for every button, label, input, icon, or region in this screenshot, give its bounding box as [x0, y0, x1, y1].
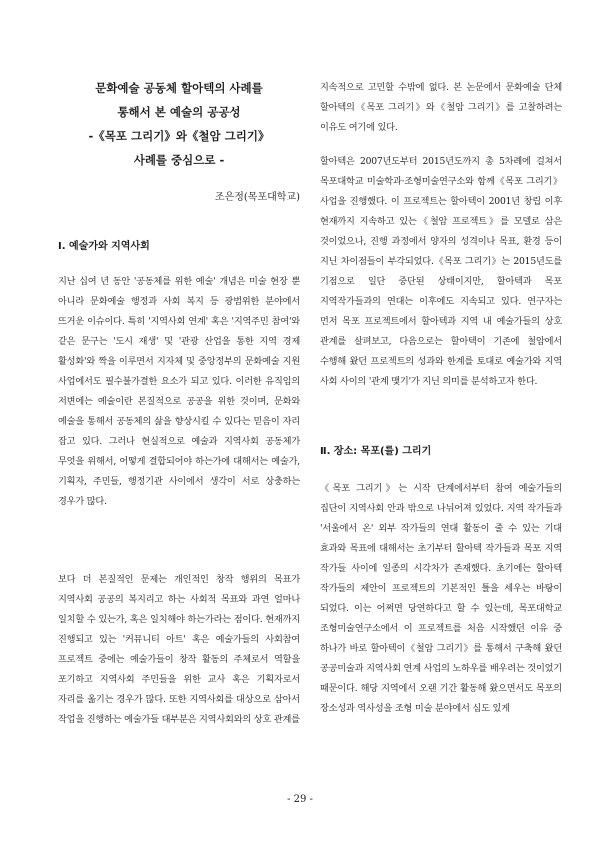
section-heading-1: Ⅰ. 예술가와 지역사회 — [58, 241, 150, 252]
author: 조은정(목포대학교) — [214, 192, 300, 203]
right-paragraph-3: 《목포 그리기》는 시작 단계에서부터 참여 예술가들의 집단이 지역사회 안과 밖으로 나뉘어져 있었다. 지역 작가들과 '서울에서 온' 외부 작가들의 연대 활동이 줄 수 있는 기대 효과와 목표에 대해서는 초기부터 할아텍 작가들과 목포 지역 작가들 사이에 일종의 시각차가 존재했다. 초기에는 할아텍 작가들의 제안이 프로젝트의 기본적인 틀을 세우는 바탕이 되었다. 이는 어쩌면 당연하다고 할 수 있는데, 목포대학교 조형미술연구소에서 이 프로젝트를 처음 시작했던 이유 중 하나가 바로 할아텍이《철암 그리기》를 통해서 구축해 왔던 공공미술과 지역사회 연계 사업의 노하우를 배우려는 것이었기 때문이다. 해당 지역에서 오랜 기간 활동해 왔으면서도 목포의 장소성과 역사성을 조형 미술 분야에서 심도 있게 — [320, 483, 562, 714]
section-heading-2: Ⅱ. 장소: 목포(를) 그리기 — [320, 446, 432, 457]
paper-title — [58, 76, 300, 172]
title-line: -《목포 그리기》와《철암 그리기》 — [88, 129, 270, 143]
title-line: 문화예술 공동체 할아텍의 사례를 — [95, 81, 263, 95]
page-number: - 29 - — [287, 794, 313, 805]
title-line: 사례를 중심으로 - — [133, 153, 225, 167]
left-paragraph-1: 지난 십여 년 동안 '공동체를 위한 예술' 개념은 미술 현장 뿐 아니라 문화예술 행정과 사회 복지 등 광범위한 분야에서 뜨거운 이슈이다. 특히 '지역사회 연계' 혹은 '지역주민 참여'와 같은 문구는 '도시 재생' 및 '관광 산업을 통한 지역 경제 활성화'와 짝을 이루면서 지자체 및 중앙정부의 문화예술 지원 사업에서도 필수불가결한 요소가 되고 있다. 이러한 유직임의 저변에는 예술이란 본질적으로 공공을 위한 것이며, 문화와 예술을 통해서 공동체의 삶을 향상시킬 수 있다는 믿음이 자리 잡고 있다. 그러나 현실적으로 예술과 지역사회 공동체가 무엇을 위해서, 어떻게 결합되어야 하는가에 대해서는 예술가, 기획자, 주민들, 행정기관 사이에서 생각이 서로 상충하는 경우가 많다. — [58, 276, 300, 507]
title-line: 통해서 본 예술의 공공성 — [117, 105, 241, 119]
right-paragraph-2: 할아텍은 2007년도부터 2015년도까지 총 5차례에 걸쳐서 목포대학교 미술학과·조형미술연구소와 함께《목포 그리기》사업을 진행했다. 이 프로젝트는 할아텍이 2001년 창립 이후 현재까지 지속하고 있는《철암 프로젝트》를 모델로 삼은 것이었으나, 진행 과정에서 양자의 성격이나 목표, 환경 등이 지닌 차이점들이 부각되었다.《목포 그리기》는 2015년도를 기점으로 일단 중단된 상태이지만, 할아텍과 목포 지역작가들과의 연대는 이후에도 지속되고 있다. 연구자는 먼저 목포 프로젝트에서 할아텍과 지역 내 예술가들의 상호 관계를 살펴보고, 다음으로는 할아텍이 기존에 철암에서 수행해 왔던 프로젝트의 성과와 한계를 토대로 예술가와 지역 사회 사이의 '관계 맺기'가 지닌 의미를 분석하고자 한다. — [320, 156, 562, 387]
right-paragraph-1: 지속적으로 고민할 수밖에 없다. 본 논문에서 문화예술 단체 할아텍의《목포 그리기》와《철암 그리기》를 고찰하려는 이유도 여기에 있다. — [320, 82, 562, 133]
left-paragraph-2: 보다 더 본질적인 문제는 개인적인 창작 행위의 목표가 지역사회 공공의 복지리고 하는 사회적 목표와 과연 얼마나 일치할 수 있는가, 혹은 일치해야 하는가라는 점이다. 현재까지 진행되고 있는 '커뮤니티 아트' 혹은 예술가들의 사회참여 프로젝트 중에는 예술가들이 창작 활동의 주체로서 역할을 포기하고 지역사회 주민들을 위한 교사 혹은 기획자로서 자리를 옮기는 경우가 많다. 또한 지역사회를 대상으로 삼아서 작업을 진행하는 예술가들 대부분은 지역사회와의 상호 관계를 — [58, 574, 300, 725]
